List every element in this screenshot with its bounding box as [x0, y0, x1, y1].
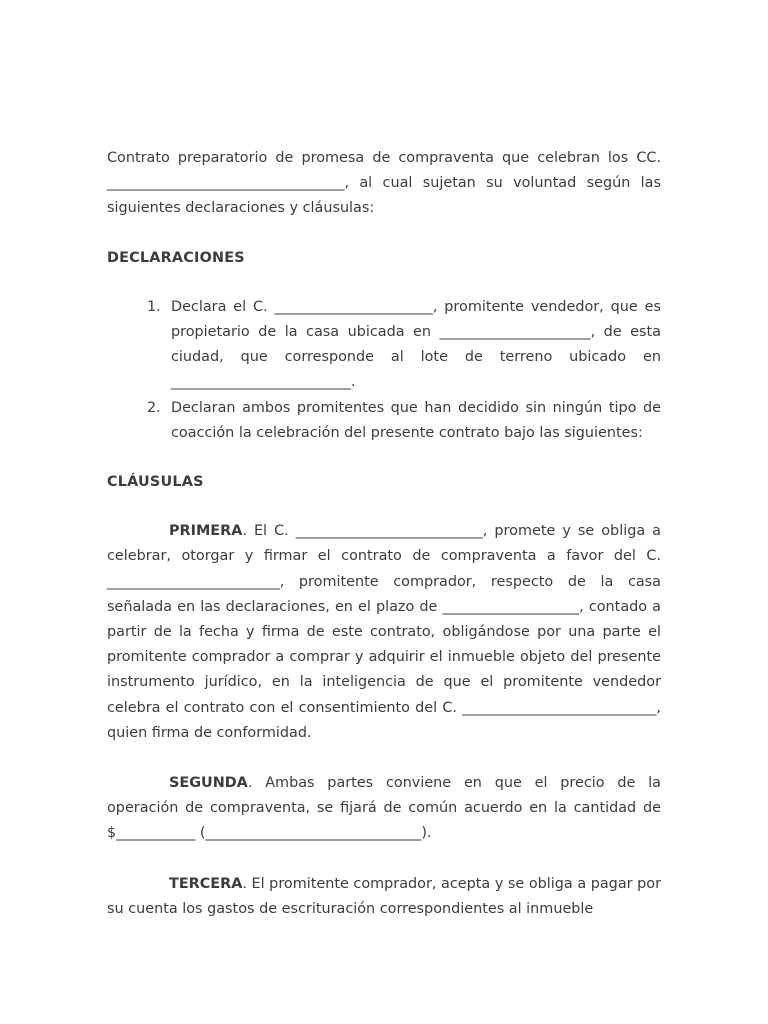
list-item-number: 2. [147, 399, 161, 416]
clause-tercera [107, 872, 661, 922]
list-item-number: 1. [147, 298, 161, 315]
clausulas-heading: CLÁUSULAS [107, 474, 204, 491]
clause-text: . El promitente comprador, acepta y se obliga a pagar por su cuenta los gastos de escrituración correspondientes al inmueble [107, 875, 661, 917]
declaraciones-list [107, 295, 661, 446]
declaraciones-heading: DECLARACIONES [107, 249, 245, 266]
clause-title: PRIMERA [169, 523, 243, 540]
intro-paragraph: Contrato preparatorio de promesa de compraventa que celebran los CC. _________________________________, al cual sujetan su voluntad según las siguientes declaraciones y cláusulas: [107, 150, 661, 217]
list-item-text: Declara el C. ______________________, promitente vendedor, que es propietario de la casa ubicada en _____________________, de esta ciudad, que corresponde al lote de terreno ubicado en _________________________. [171, 298, 661, 391]
list-item [107, 295, 661, 396]
list-item-text: Declaran ambos promitentes que han decidido sin ningún tipo de coacción la celebración del presente contrato bajo las siguientes: [171, 399, 661, 441]
list-item [107, 396, 661, 446]
clause-segunda [107, 771, 661, 847]
clause-primera [107, 519, 661, 746]
clause-text: . El C. __________________________, promete y se obliga a celebrar, otorgar y firmar el contrato de compraventa a favor del C. ________________________, promitente comprador, respecto de la casa señalada en las declaraciones, en el plazo de ___________________, contado a partir de la fecha y firma de este contrato, obligándose por una parte el promitente comprador a comprar y adquirir el inmueble objeto del presente instrumento jurídico, en la inteligencia de que el promitente vendedor celebra el contrato con el consentimiento del C. ___________________________, quien firma de conformidad. [107, 523, 661, 741]
clause-title: TERCERA [169, 875, 243, 892]
clause-title: SEGUNDA [169, 775, 248, 792]
document-page [107, 146, 661, 947]
clause-text: . Ambas partes conviene en que el precio de la operación de compraventa, se fijará de común acuerdo en la cantidad de $___________ (______________________________). [107, 775, 661, 842]
